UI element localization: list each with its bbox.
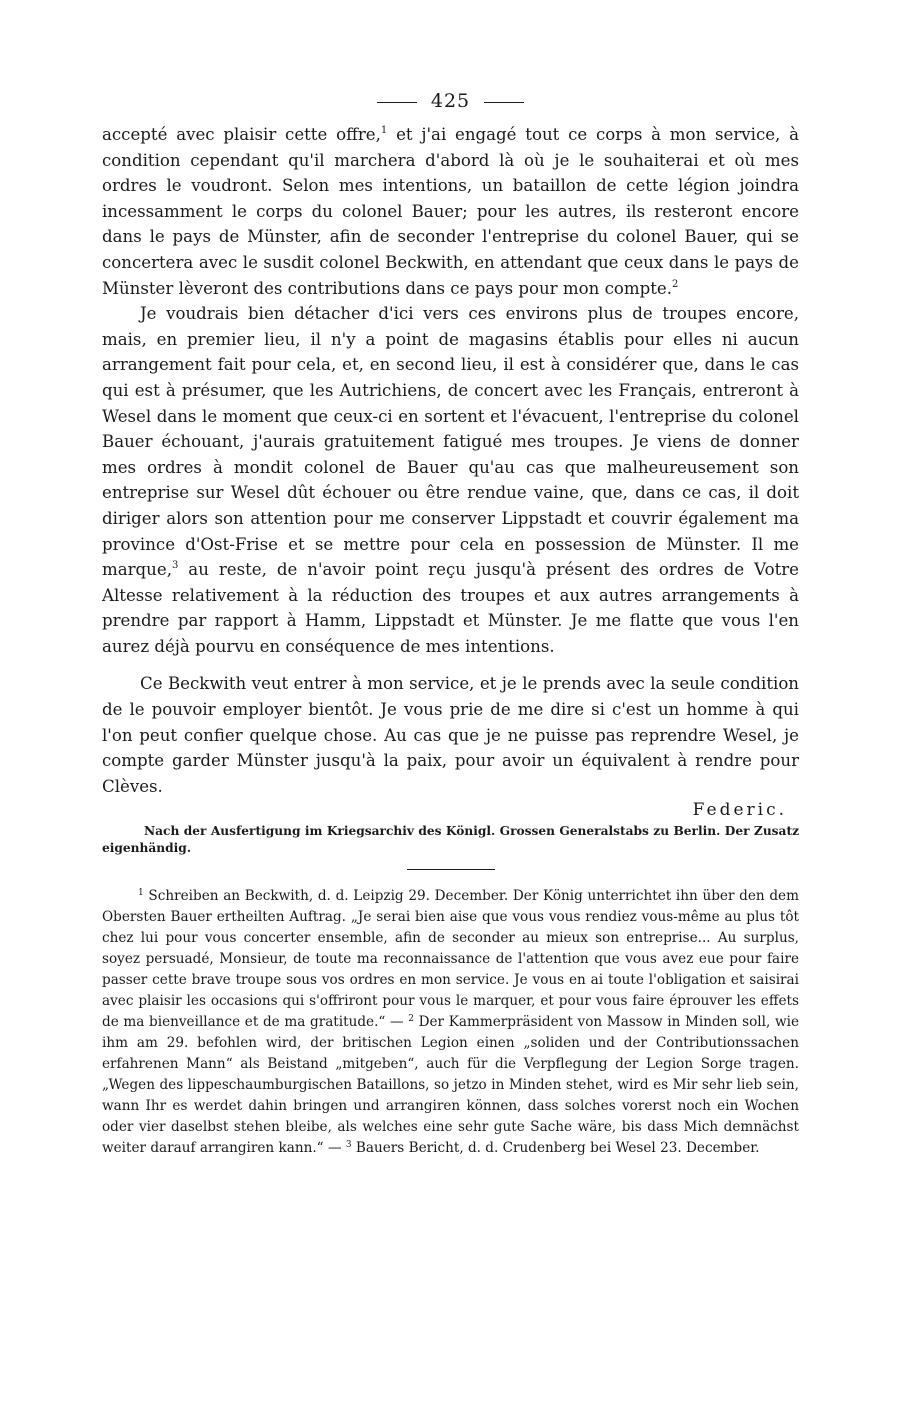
- text-segment: accepté avec plaisir cette offre,: [102, 125, 381, 144]
- paragraph-2: [102, 301, 799, 659]
- page-number-header: [102, 86, 799, 116]
- text-segment: Je voudrais bien détacher d'ici vers ces environs plus de troupes encore, mais, en premier lieu, il n'y a point de magasins établis pour elles ni aucun arrangement fait pour cela, et, en second lieu, il est à considérer que, dans le cas qui est à présumer, que les Autrichiens, de concert avec les Français, entreront à Wesel dans le moment que ceux-ci en sortent et l'évacuent, l'entreprise du colonel Bauer échouant, j'aurais gratuitement fatigué mes troupes. Je viens de donner mes ordres à mondit colonel de Bauer qu'au cas que malheureusement son entreprise sur Wesel dût échouer ou être rendue vaine, que, dans ce cas, il doit diriger alors son attention pour me conserver Lippstadt et couvrir également ma province d'Ost-Frise et se mettre pour cela en possession de Münster. Il me marque,: [102, 304, 799, 580]
- paragraph-1: [102, 122, 799, 301]
- footnotes: [102, 886, 799, 1159]
- text-segment: au reste, de n'avoir point reçu jusqu'à présent des ordres de Votre Altesse relativement à la réduction des troupes et aux autres arrangements à prendre par rapport à Hamm, Lippstadt et Münster. Je me flatte que vous l'en aurez déjà pourvu en conséquence de mes intentions.: [102, 560, 799, 656]
- text-segment: Der Kammerpräsident von Massow in Minden soll, wie ihm am 29. befohlen wird, der britischen Legion einen „soliden und der Contributionssachen erfahrenen Mann“ als Beistand „mitgeben“, auch für die Verpflegung der Legion Sorge tragen. „Wegen des lippeschaumburgischen Bataillons, so jetzo in Minden stehet, wird es Mir sehr lieb sein, wann Ihr es werdet dahin bringen und arrangiren können, dass solches vorerst noch ein Wochen oder vier daselbst stehen bleibe, als welches eine sehr gute Sache wäre, bis dass Mich demnächst weiter darauf arrangiren kann.“ —: [102, 1014, 799, 1157]
- letter-body: [102, 122, 799, 799]
- footnote-marker: 2: [671, 278, 679, 290]
- page-number: 425: [430, 90, 471, 112]
- text-segment: Schreiben an Beckwith, d. d. Leipzig 29. December. Der König unterrichtet ihn über den dem Obersten Bauer ertheilten Auftrag. „Je serai bien aise que vous vous rendiez vous-même au plus tôt chez lui pour vous concerter ensemble, afin de seconder au mieux son entreprise... Au surplus, soyez persuadé, Monsieur, de toute ma reconnaissance de l'attention que vous avez eue pour faire passer cette brave troupe sous vos ordres en mon service. Je vous en ai toute l'obligation et saisirai avec plaisir les occasions qui s'offriront pour vous le marquer, et pour vous faire éprouver les effets de ma bienveillance et de ma gratitude.“ —: [102, 888, 799, 1031]
- signature: Federic.: [692, 800, 787, 821]
- footnote-marker: 1: [138, 888, 144, 899]
- text-segment: Ce Beckwith veut entrer à mon service, et je le prends avec la seule condition de le pouvoir employer bientôt. Je vous prie de me dire si c'est un homme à qui l'on peut confier quelque chose. Au cas que je ne puisse pas reprendre Wesel, je compte garder Münster jusqu'à la paix, pour avoir un équivalent à rendre pour Clèves.: [102, 674, 799, 796]
- footnote-marker: 2: [408, 1014, 414, 1025]
- left-dash: [377, 102, 417, 103]
- paragraph-3: [102, 671, 799, 799]
- footnote-marker: 3: [171, 560, 179, 572]
- footnote-marker: 3: [345, 1140, 352, 1151]
- footnote-separator: [407, 869, 495, 870]
- source-note: Nach der Ausfertigung im Kriegsarchiv des Königl. Grossen Generalstabs zu Berlin. Der Zusatz eigenhändig.: [102, 824, 799, 856]
- document-page: [102, 86, 799, 1159]
- footnote-marker: 1: [380, 125, 388, 136]
- text-segment: Bauers Bericht, d. d. Crudenberg bei Wesel 23. December.: [351, 1140, 760, 1157]
- footnote-text: [102, 886, 799, 1159]
- right-dash: [484, 102, 524, 103]
- text-segment: et j'ai engagé tout ce corps à mon service, à condition cependant qu'il marchera d'abord là où je le souhaiterai et où mes ordres le voudront. Selon mes intentions, un bataillon de cette légion joindra incessamment le corps du colonel Bauer; pour les autres, ils resteront encore dans le pays de Münster, afin de seconder l'entreprise du colonel Bauer, qui se concertera avec le susdit colonel Beckwith, en attendant que ceux dans le pays de Münster lèveront des contributions dans ce pays pour mon compte.: [102, 125, 800, 298]
